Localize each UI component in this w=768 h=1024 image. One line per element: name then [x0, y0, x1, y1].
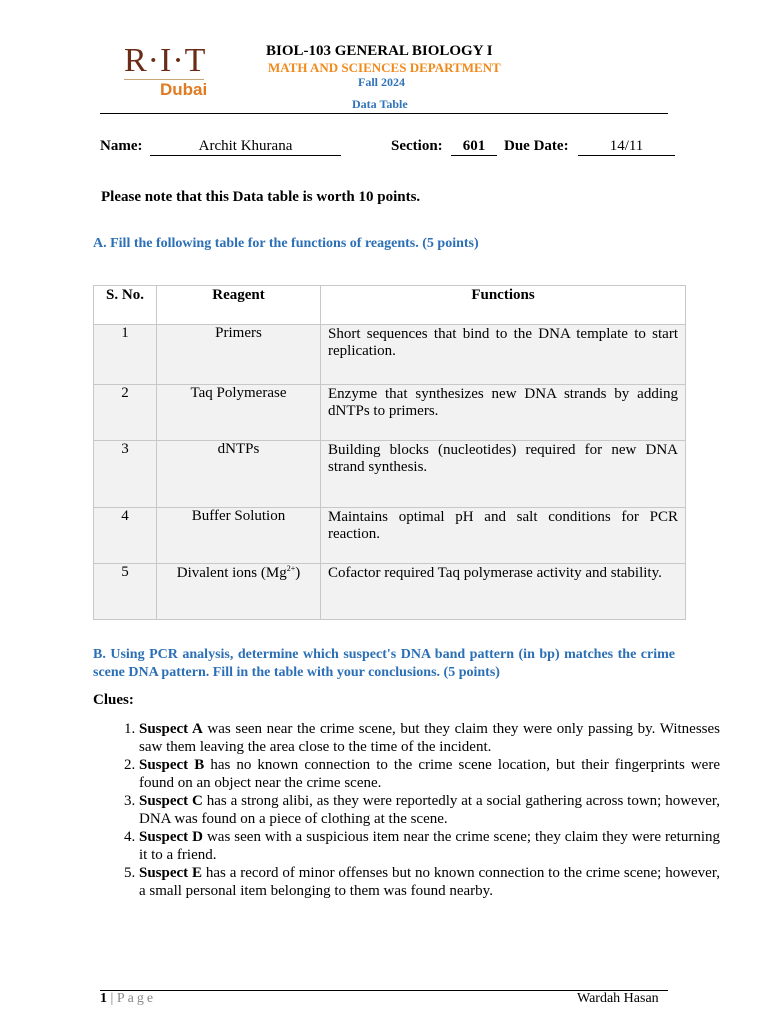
- list-item: [139, 828, 720, 864]
- section-label: Section:: [391, 138, 443, 154]
- cell-sno: 3: [94, 441, 157, 508]
- document-title: Data Table: [352, 97, 408, 111]
- department-name: MATH AND SCIENCES DEPARTMENT: [268, 60, 501, 75]
- rit-dubai-logo: [122, 44, 208, 100]
- due-date-label: Due Date:: [504, 138, 569, 154]
- cell-reagent: Buffer Solution: [157, 508, 321, 564]
- cell-reagent: Taq Polymerase: [157, 385, 321, 441]
- name-field: Archit Khurana: [150, 138, 341, 156]
- suspect-name: Suspect A: [139, 721, 203, 737]
- due-date-field: 14/11: [578, 138, 675, 156]
- list-item: [139, 792, 720, 828]
- clue-list: [93, 720, 720, 900]
- course-title: BIOL-103 GENERAL BIOLOGY I: [266, 43, 493, 59]
- reagent-text-end: ): [295, 565, 301, 581]
- clue-text: has a strong alibi, as they were reportedly at a social gathering across town; however, DNA was found on a piece of clothing at the scene.: [139, 793, 720, 827]
- logo-wordmark: R·I·T: [124, 42, 207, 79]
- suspect-name: Suspect E: [139, 865, 203, 881]
- reagents-table: [93, 285, 686, 620]
- reagent-text: Divalent ions (Mg: [176, 565, 287, 581]
- page-separator: |: [107, 991, 117, 1006]
- section-a-title: A. Fill the following table for the functions of reagents. (5 points): [93, 236, 479, 251]
- suspect-name: Suspect D: [139, 829, 203, 845]
- logo-city: Dubai: [160, 80, 208, 99]
- cell-sno: 5: [94, 564, 157, 620]
- section-b-letter: B: [93, 647, 103, 662]
- col-header-functions: Functions: [321, 286, 686, 325]
- section-b-title: [93, 646, 675, 682]
- clue-text: was seen near the crime scene, but they claim they were only passing by. Witnesses saw them leaving the area close to the time of the incident.: [139, 721, 720, 755]
- name-label: Name:: [100, 138, 143, 154]
- term-label: Fall 2024: [358, 75, 405, 89]
- page-word: Page: [116, 991, 157, 1006]
- table-row: [94, 441, 686, 508]
- page-number: [100, 991, 156, 1007]
- footer-author: Wardah Hasan: [577, 991, 659, 1006]
- cell-reagent: dNTPs: [157, 441, 321, 508]
- cell-function: Enzyme that synthesizes new DNA strands by adding dNTPs to primers.: [321, 385, 686, 441]
- header-rule: [100, 113, 668, 114]
- table-row: [94, 385, 686, 441]
- cell-function: Short sequences that bind to the DNA template to start replication.: [321, 325, 686, 385]
- clue-text: has a record of minor offenses but no known connection to the crime scene; however, a small personal item belonging to them was found nearby.: [139, 865, 720, 899]
- col-header-reagent: Reagent: [157, 286, 321, 325]
- col-header-sno: S. No.: [94, 286, 157, 325]
- cell-function: Maintains optimal pH and salt conditions for PCR reaction.: [321, 508, 686, 564]
- cell-function: Building blocks (nucleotides) required for new DNA strand synthesis.: [321, 441, 686, 508]
- suspect-name: Suspect B: [139, 757, 205, 773]
- clue-text: was seen with a suspicious item near the crime scene; they claim they were returning it to a friend.: [139, 829, 721, 863]
- list-item: [139, 720, 720, 756]
- list-item: [139, 864, 720, 900]
- list-item: [139, 756, 720, 792]
- cell-sno: 4: [94, 508, 157, 564]
- table-row: [94, 508, 686, 564]
- table-row: [94, 325, 686, 385]
- clue-text: has no known connection to the crime scene location, but their fingerprints were found on an object near the crime scene.: [139, 757, 720, 791]
- cell-reagent: [157, 564, 321, 620]
- cell-sno: 2: [94, 385, 157, 441]
- clues-label: Clues:: [93, 692, 134, 708]
- cell-sno: 1: [94, 325, 157, 385]
- table-header-row: [94, 286, 686, 325]
- suspect-name: Suspect C: [139, 793, 203, 809]
- cell-reagent: Primers: [157, 325, 321, 385]
- page-number-value: 1: [100, 991, 107, 1006]
- section-b-text: . Using PCR analysis, determine which suspect's DNA band pattern (in bp) matches the crime scene DNA pattern. Fill in the table with your conclusions. (5 points): [93, 647, 675, 680]
- charge-superscript: 2+: [286, 564, 296, 573]
- table-row: [94, 564, 686, 620]
- cell-function: Cofactor required Taq polymerase activity and stability.: [321, 564, 686, 620]
- section-field: 601: [451, 138, 497, 156]
- points-note: Please note that this Data table is worth 10 points.: [101, 189, 421, 205]
